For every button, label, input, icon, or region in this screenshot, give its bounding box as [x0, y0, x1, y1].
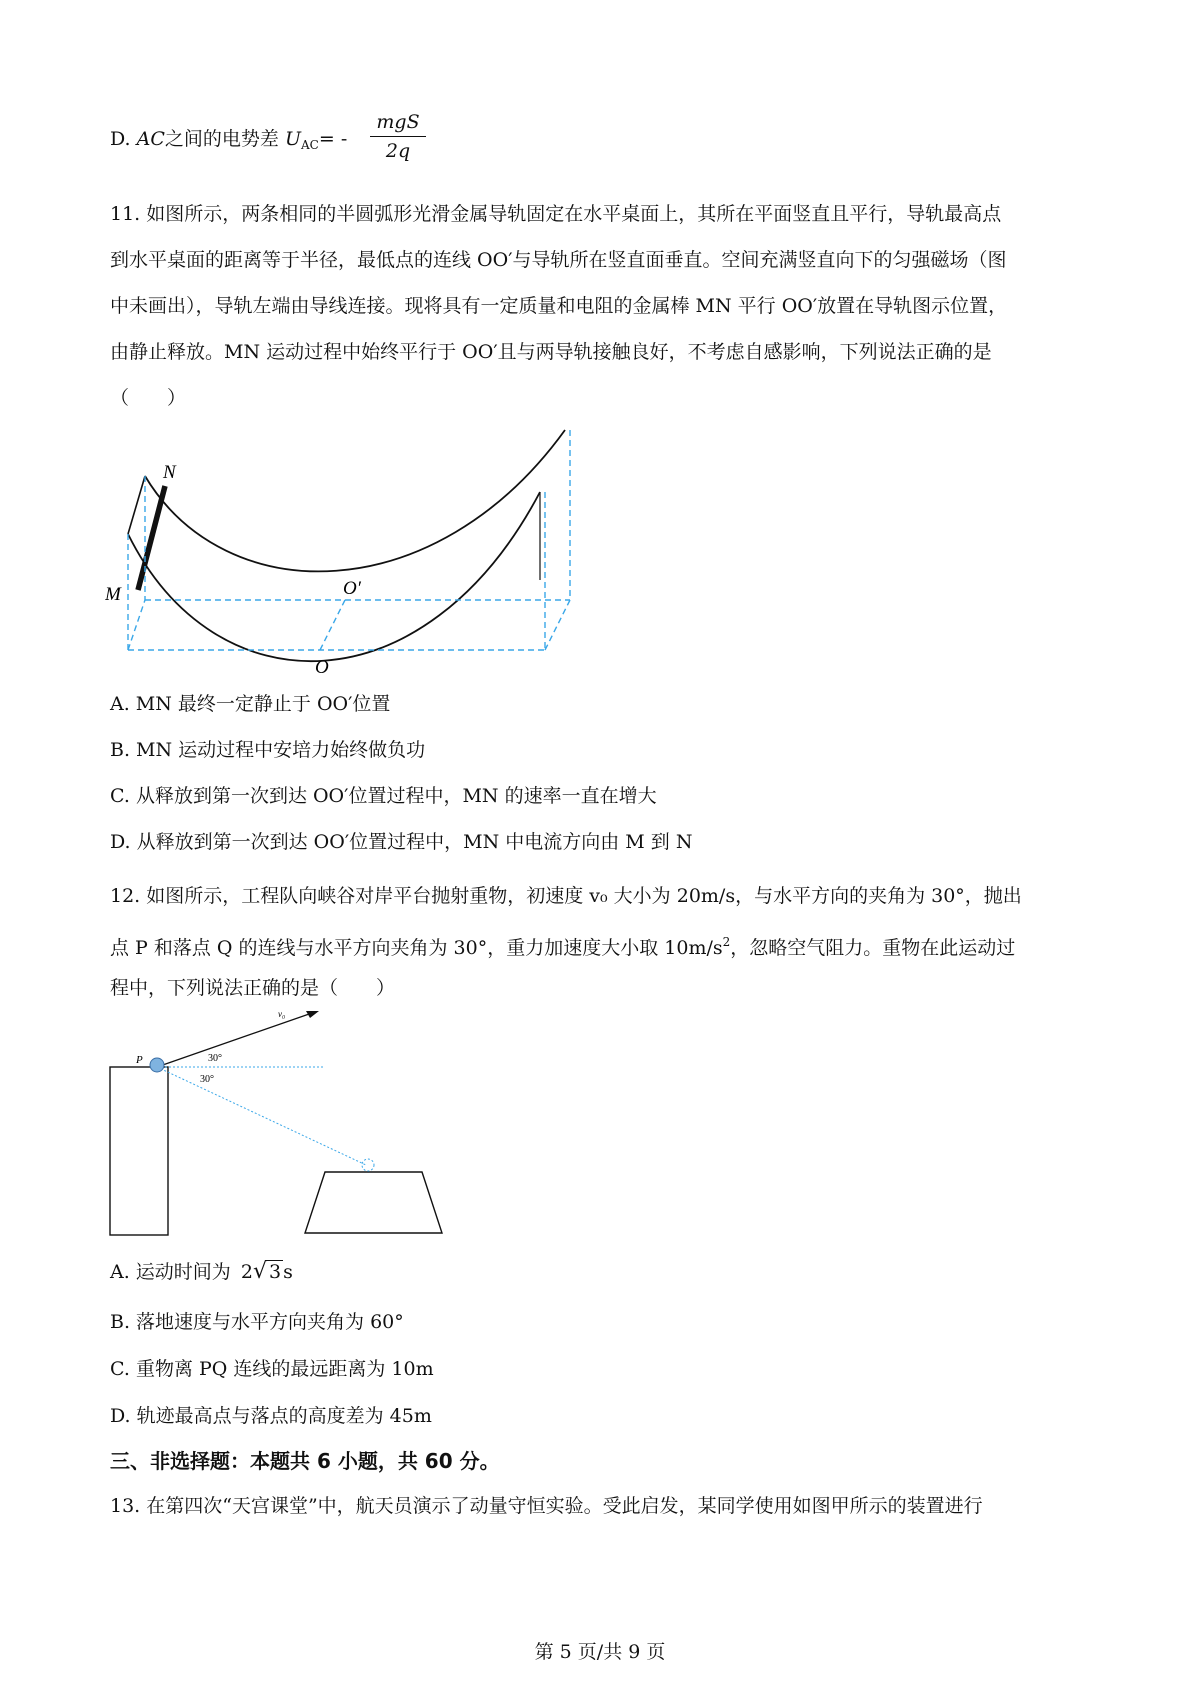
fraction-denominator: 2q: [385, 140, 411, 162]
label-angle-bottom: 30°: [200, 1074, 214, 1085]
back-semicircle-rail: [145, 430, 565, 571]
dashed-table-box: [128, 430, 570, 650]
q13-text-line-1: 13. 在第四次“天宫课堂”中，航天员演示了动量守恒实验。受此启发，某同学使用如图甲所示的装置进行: [110, 1495, 983, 1517]
ball-p: [150, 1058, 164, 1072]
q11-option-c: C. 从释放到第一次到达 OO′位置过程中，MN 的速率一直在增大: [110, 785, 657, 807]
q12-option-d: D. 轨迹最高点与落点的高度差为 45m: [110, 1405, 432, 1427]
label-o: O: [315, 657, 329, 678]
q11-option-a: A. MN 最终一定静止于 OO′位置: [110, 693, 391, 715]
label-o-prime: O′: [343, 578, 361, 599]
q11-text-line-2: 到水平桌面的距离等于半径，最低点的连线 OO′与导轨所在竖直面垂直。空间充满竖直向下的匀强磁场（图: [110, 249, 1007, 271]
q12-text-line-1: 12. 如图所示，工程队向峡谷对岸平台抛射重物，初速度 v₀ 大小为 20m/s，与水平方向的夹角为 30°，抛出: [110, 885, 1022, 907]
q12-text-line-2: 点 P 和落点 Q 的连线与水平方向夹角为 30°，重力加速度大小取 $10m/s^2$，忽略空气阻力。重物在此运动过: [110, 935, 1016, 959]
left-wire: [128, 476, 145, 534]
cliff: [110, 1067, 168, 1235]
label-angle-top: 30°: [208, 1053, 222, 1064]
label-m: M: [105, 584, 121, 605]
q12-projectile-figure: [100, 1005, 460, 1240]
q12-option-b: B. 落地速度与水平方向夹角为 60°: [110, 1311, 404, 1333]
landing-point-q: [362, 1159, 374, 1171]
fraction-bar: [370, 136, 426, 137]
label-v0: v₀: [278, 1009, 286, 1019]
q12-option-a: A. 运动时间为 2√ 3 s: [110, 1259, 293, 1284]
q11-option-d: D. 从释放到第一次到达 OO′位置过程中，MN 中电流方向由 M 到 N: [110, 831, 693, 853]
q11-rail-figure: [105, 420, 585, 680]
page-footer: 第 5 页/共 9 页: [534, 1641, 666, 1663]
pq-line: [157, 1067, 366, 1165]
fraction-numerator: mgS: [376, 111, 420, 133]
q11-text-line-4: 由静止释放。MN 运动过程中始终平行于 OO′且与两导轨接触良好，不考虑自感影响，下列说法正确的是: [110, 341, 992, 363]
q12-text-line-3: 程中，下列说法正确的是（ ）: [110, 977, 396, 999]
q10-fraction: [370, 110, 426, 163]
label-n: N: [163, 462, 176, 483]
q10-option-d: D. AC之间的电势差 $U_{AC}=$ -: [110, 128, 348, 152]
section-three-heading: 三、非选择题：本题共 6 小题，共 60 分。: [110, 1449, 500, 1473]
q11-text-line-3: 中未画出），导轨左端由导线连接。现将具有一定质量和电阻的金属棒 MN 平行 OO′放置在导轨图示位置，: [110, 295, 1008, 317]
q11-text-line-5: （ ）: [110, 387, 187, 409]
sqrt-sign-icon: √: [252, 1259, 267, 1284]
radical-expression: 2√ 3 s: [240, 1259, 293, 1284]
label-p: P: [136, 1054, 143, 1066]
q11-option-b: B. MN 运动过程中安培力始终做负功: [110, 739, 426, 761]
q11-text-line-1: 11. 如图所示，两条相同的半圆弧形光滑金属导轨固定在水平桌面上，其所在平面竖直且平行，导轨最高点: [110, 203, 1002, 225]
q12-option-c: C. 重物离 PQ 连线的最远距离为 10m: [110, 1358, 434, 1380]
opposite-platform: [305, 1172, 442, 1233]
velocity-arrow: [157, 1013, 312, 1067]
